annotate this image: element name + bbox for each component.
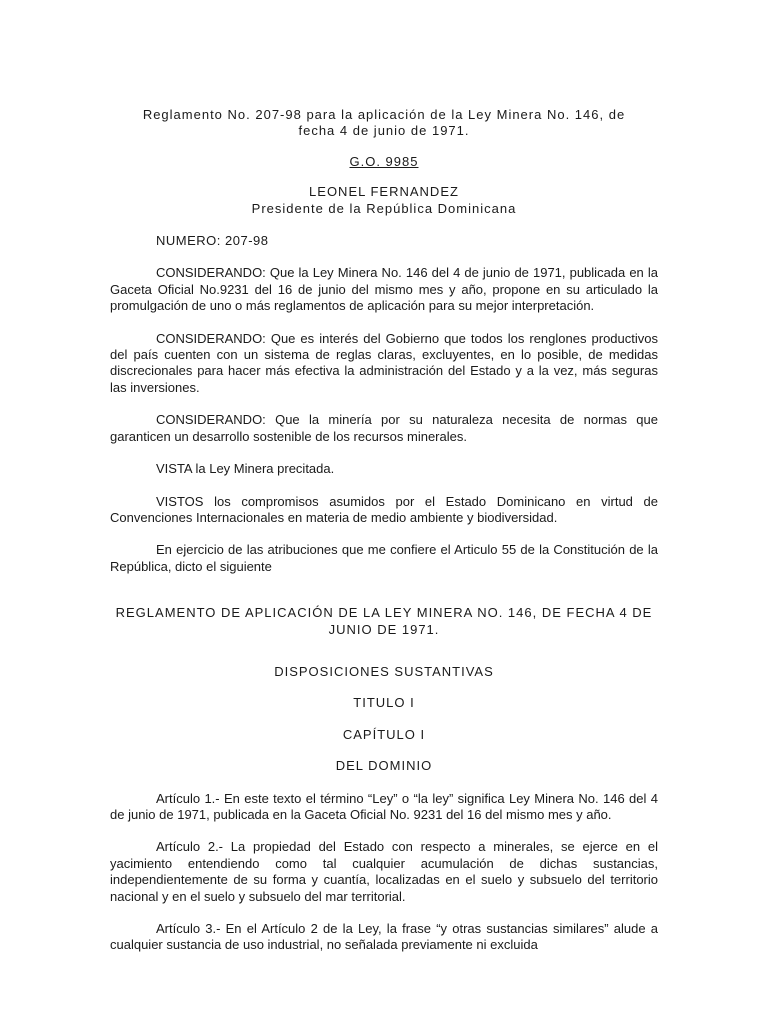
articulo-2: Artículo 2.- La propiedad del Estado con respecto a minerales, se ejerce en el yacimiento entendiendo como tal cualquier acumulación de dichas sustancias, independientemente de su forma y cuantía, localizadas en el suelo y subsuelo del territorio nacional y en el suelo y subsuelo del mar territorial. — [110, 839, 658, 904]
gazette-reference: G.O. 9985 — [349, 153, 419, 169]
ejercicio-paragraph: En ejercicio de las atribuciones que me confiere el Articulo 55 de la Constitución de la República, dicto el siguiente — [110, 542, 658, 574]
document-title — [110, 107, 658, 140]
titulo-heading: TITULO I — [353, 695, 415, 711]
title-line-1: Reglamento No. 207-98 para la aplicación de la Ley Minera No. 146, de — [142, 107, 626, 122]
articulo-3: Artículo 3.- En el Artículo 2 de la Ley, la frase “y otras sustancias similares” alude a cualquier sustancia de uso industrial, no señalada previamente ni excluida — [110, 921, 658, 953]
considerando-1: CONSIDERANDO: Que la Ley Minera No. 146 del 4 de junio de 1971, publicada en la Gaceta Oficial No.9231 del 16 de junio del mismo mes y año, propone en su articulado la promulgación de uno o más reglamentos de aplicación para su mejor interpretación. — [110, 265, 658, 314]
reglamento-heading-line-2: JUNIO DE 1971. — [328, 621, 440, 637]
considerando-3: CONSIDERANDO: Que la minería por su naturaleza necesita de normas que garanticen un desarrollo sostenible de los recursos minerales. — [110, 412, 658, 444]
capitulo-heading: CAPÍTULO I — [342, 726, 426, 742]
vistos-paragraph: VISTOS los compromisos asumidos por el Estado Dominicano en virtud de Convenciones Internacionales en materia de medio ambiente y biodiversidad. — [110, 493, 658, 525]
articulo-1: Artículo 1.- En este texto el término “Ley” o “la ley” significa Ley Minera No. 146 del 4 de junio de 1971, publicada en la Gaceta Oficial No. 9231 del 16 del mismo mes y año. — [110, 790, 658, 822]
reglamento-heading — [110, 605, 658, 638]
considerando-2: CONSIDERANDO: Que es interés del Gobierno que todos los renglones productivos del país cuenten con un sistema de reglas claras, excluyentes, en lo posible, de medidas discrecionales para hacer más efectiva la administración del Estado y a la vez, más seguras las inversiones. — [110, 330, 658, 395]
decree-number: NUMERO: 207-98 — [156, 233, 269, 249]
president-title: Presidente de la República Dominicana — [251, 200, 517, 216]
dominio-heading: DEL DOMINIO — [335, 758, 433, 774]
disposiciones-heading: DISPOSICIONES SUSTANTIVAS — [274, 663, 494, 679]
reglamento-heading-line-1: REGLAMENTO DE APLICACIÓN DE LA LEY MINERA NO. 146, DE FECHA 4 DE — [115, 605, 653, 621]
president-name: LEONEL FERNANDEZ — [309, 184, 459, 200]
title-line-2: fecha 4 de junio de 1971. — [298, 123, 470, 139]
vista-paragraph: VISTA la Ley Minera precitada. — [156, 461, 335, 477]
